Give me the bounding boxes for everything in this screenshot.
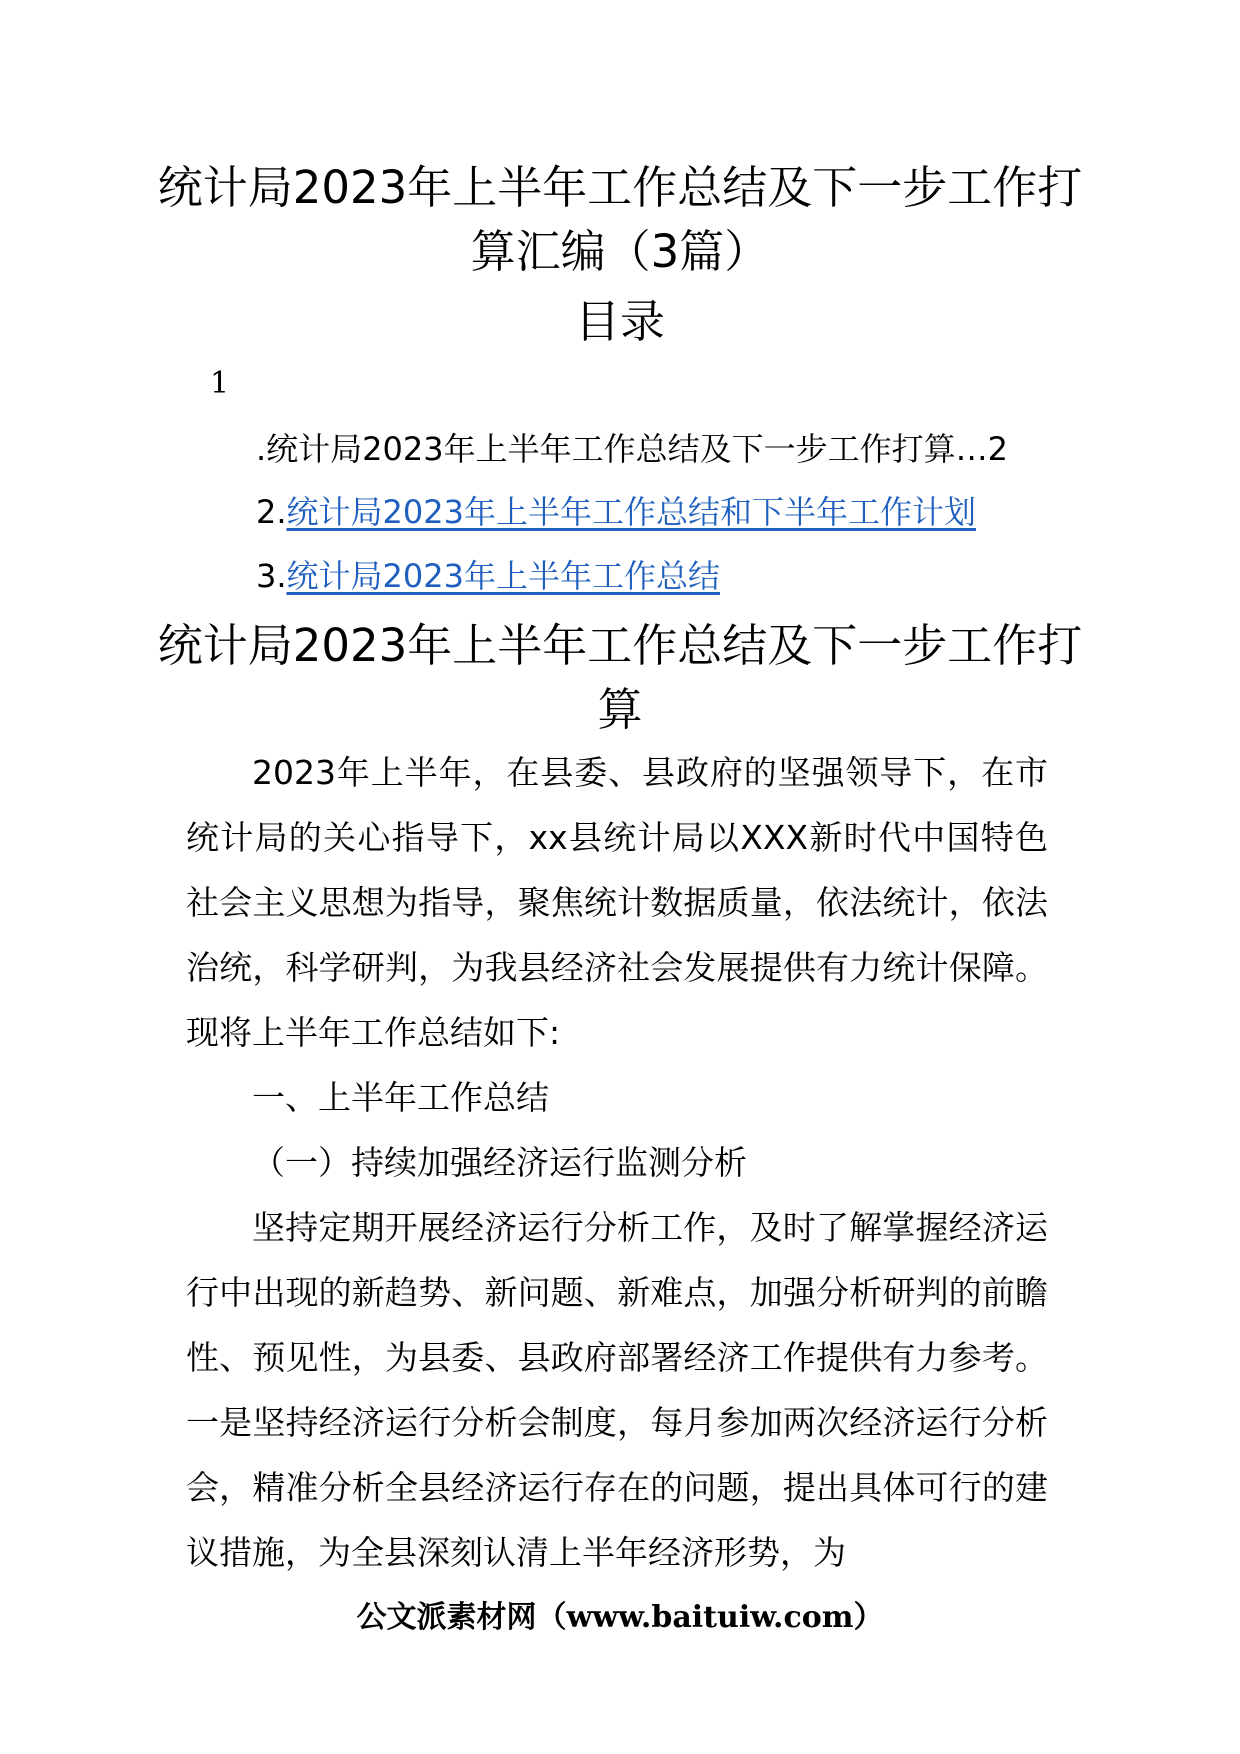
- paragraph-body-1: 坚持定期开展经济运行分析工作，及时了解掌握经济运行中出现的新趋势、新问题、新难点，加强分析研判的前瞻性、预见性，为县委、县政府部署经济工作提供有力参考。一是坚持经济运行分析会制度，每月参加两次经济运行分析会，精准分析全县经济运行存在的问题，提出具体可行的建议措施，为全县深刻认清上半年经济形势，为: [186, 1208, 1048, 1572]
- toc-heading: 目录: [574, 295, 665, 348]
- toc-item-1: [256, 427, 1056, 471]
- footer-source: 公文派素材网（www.baituiw.com）: [356, 1600, 884, 1635]
- toc-item-2: [256, 490, 1056, 534]
- toc-item-1-text: 统计局2023年上半年工作总结及下一步工作打算: [266, 430, 956, 468]
- toc-number: 1: [210, 366, 230, 401]
- article-title: 统计局2023年上半年工作总结及下一步工作打算: [157, 619, 1083, 736]
- toc-item-2-link[interactable]: 统计局2023年上半年工作总结和下半年工作计划: [286, 493, 976, 531]
- article-body: [186, 740, 1048, 1585]
- toc-item-1-prefix: .: [256, 430, 267, 468]
- toc-item-3-link[interactable]: 统计局2023年上半年工作总结: [286, 557, 720, 595]
- toc-item-3-prefix: 3.: [256, 557, 287, 595]
- document-title: 统计局2023年上半年工作总结及下一步工作打算汇编（3篇）: [157, 161, 1083, 278]
- subsection-heading-1: （一）持续加强经济运行监测分析: [252, 1143, 747, 1182]
- toc-item-1-page: …2: [955, 430, 1008, 468]
- section-heading-1: 一、上半年工作总结: [252, 1078, 549, 1117]
- toc-item-3: [256, 554, 1056, 598]
- toc-item-2-prefix: 2.: [256, 493, 287, 531]
- paragraph-intro: 2023年上半年，在县委、县政府的坚强领导下，在市统计局的关心指导下，xx县统计局以XXX新时代中国特色社会主义思想为指导，聚焦统计数据质量，依法统计，依法治统，科学研判，为我县经济社会发展提供有力统计保障。现将上半年工作总结如下:: [186, 753, 1048, 1052]
